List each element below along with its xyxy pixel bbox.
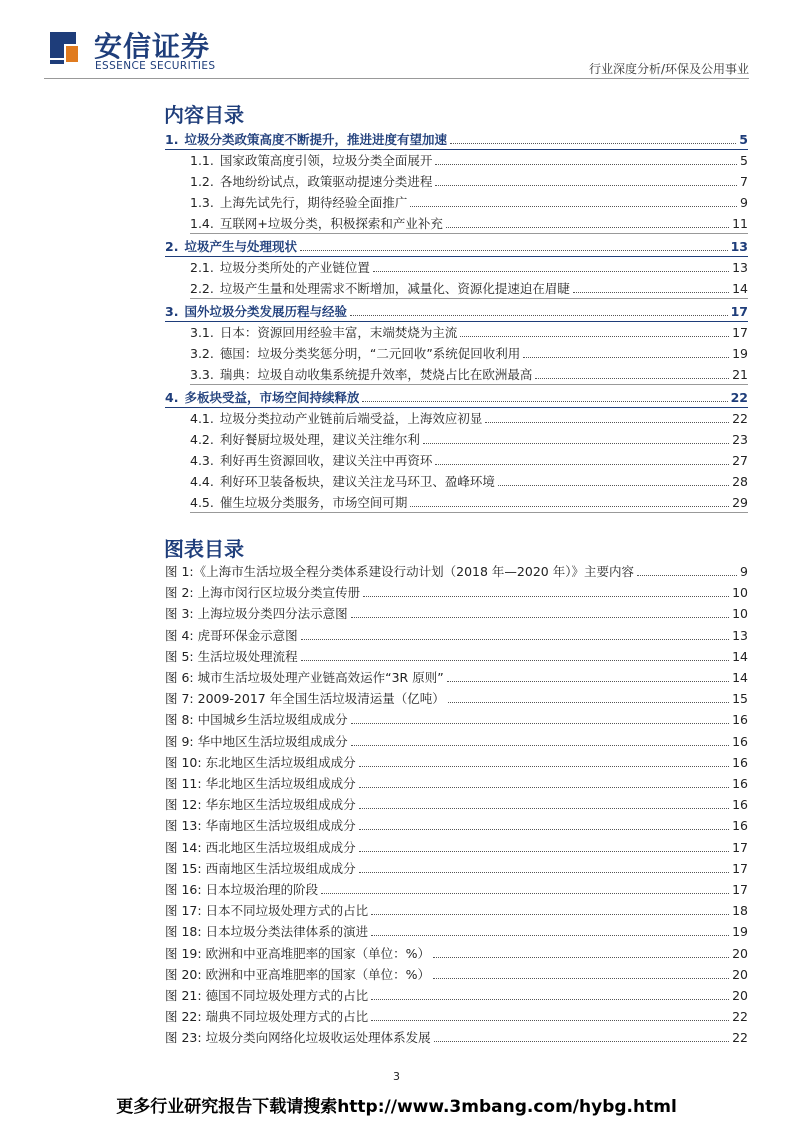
toc-leader bbox=[498, 485, 729, 486]
toc-number: 1.3. bbox=[190, 195, 214, 210]
toc-leader bbox=[359, 829, 730, 830]
toc-number: 3.2. bbox=[190, 346, 214, 361]
figure-entry[interactable] bbox=[165, 965, 748, 984]
figure-entry[interactable] bbox=[165, 647, 748, 666]
toc-leader bbox=[435, 185, 737, 186]
toc-title: 德国：垃圾分类奖惩分明，“二元回收”系统促回收利用 bbox=[219, 346, 521, 361]
figure-entry[interactable] bbox=[165, 753, 748, 772]
toc-leader bbox=[301, 639, 729, 640]
toc-leader bbox=[359, 766, 730, 767]
figure-page-number: 16 bbox=[732, 797, 748, 813]
figure-entry[interactable] bbox=[165, 583, 748, 602]
toc-number: 3.3. bbox=[190, 367, 214, 382]
figure-entry[interactable] bbox=[165, 944, 748, 963]
toc-leader bbox=[300, 250, 728, 251]
figure-page-number: 16 bbox=[732, 818, 748, 834]
toc-number: 1. bbox=[165, 132, 179, 147]
report-category: 行业深度分析/环保及公用事业 bbox=[588, 62, 749, 76]
figure-page-number: 22 bbox=[732, 1030, 748, 1046]
toc-number: 3. bbox=[165, 304, 179, 319]
toc-leader bbox=[362, 401, 727, 402]
toc-subsection[interactable] bbox=[190, 172, 748, 191]
figure-title: 图 16: 日本垃圾治理的阶段 bbox=[165, 882, 319, 897]
toc-title: 垃圾分类政策高度不断提升，推进进度有望加速 bbox=[184, 132, 447, 147]
figure-title: 图 13: 华南地区生活垃圾组成成分 bbox=[165, 818, 356, 834]
toc-leader bbox=[423, 443, 729, 444]
toc-leader bbox=[371, 999, 729, 1000]
figure-title: 图 6: 城市生活垃圾处理产业链高效运作“3R 原则” bbox=[165, 670, 444, 685]
toc-leader bbox=[410, 206, 737, 207]
toc-page-number: 28 bbox=[732, 474, 748, 489]
toc-section[interactable] bbox=[165, 130, 748, 150]
toc-page-number: 13 bbox=[732, 260, 748, 275]
toc-number: 2.2. bbox=[190, 281, 214, 296]
toc-leader bbox=[447, 681, 729, 682]
toc-subsection[interactable] bbox=[190, 365, 748, 385]
figure-title: 图 5: 生活垃圾处理流程 bbox=[165, 648, 298, 664]
toc-leader bbox=[301, 660, 729, 661]
toc-leader bbox=[321, 893, 729, 894]
toc-number: 1.1. bbox=[190, 153, 214, 168]
figure-entry[interactable] bbox=[165, 604, 748, 623]
figure-entry[interactable] bbox=[165, 986, 748, 1005]
figure-title: 图 10: 东北地区生活垃圾组成成分 bbox=[165, 754, 356, 770]
page-number: 3 bbox=[393, 1070, 400, 1083]
toc-title: 国家政策高度引领，垃圾分类全面展开 bbox=[219, 153, 433, 168]
toc-leader bbox=[573, 292, 729, 293]
toc-section[interactable] bbox=[165, 237, 748, 257]
figure-title: 图 14: 西北地区生活垃圾组成成分 bbox=[165, 839, 356, 855]
toc-leader bbox=[434, 1041, 730, 1042]
toc-page-number: 29 bbox=[732, 495, 748, 510]
toc-title: 利好餐厨垃圾处理，建议关注维尔利 bbox=[219, 432, 420, 447]
toc-leader bbox=[371, 1020, 729, 1021]
figure-title: 图 22: 瑞典不同垃圾处理方式的占比 bbox=[165, 1009, 369, 1025]
toc-page-number: 11 bbox=[732, 216, 748, 231]
toc-leader bbox=[535, 378, 729, 379]
logo-english-name: ESSENCE SECURITIES bbox=[95, 60, 216, 72]
toc-leader bbox=[485, 422, 729, 423]
contents-title: 内容目录 bbox=[164, 103, 244, 127]
figure-title: 图 17: 日本不同垃圾处理方式的占比 bbox=[165, 903, 369, 919]
figure-entry[interactable] bbox=[165, 838, 748, 857]
toc-title: 国外垃圾分类发展历程与经验 bbox=[184, 304, 347, 319]
figure-title: 图 21: 德国不同垃圾处理方式的占比 bbox=[165, 988, 369, 1003]
figure-page-number: 18 bbox=[732, 903, 748, 919]
toc-leader bbox=[450, 143, 736, 144]
toc-number: 4.4. bbox=[190, 474, 214, 489]
toc-page-number: 17 bbox=[730, 304, 748, 319]
toc-subsection[interactable] bbox=[190, 151, 748, 170]
toc-number: 1.2. bbox=[190, 174, 214, 189]
figure-title: 图 20: 欧洲和中亚高堆肥率的国家（单位：%） bbox=[165, 966, 430, 982]
toc-subsection[interactable] bbox=[190, 493, 748, 513]
toc-number: 2. bbox=[165, 239, 179, 254]
toc-title: 垃圾产生量和处理需求不断增加，减量化、资源化提速迫在眉睫 bbox=[219, 281, 570, 296]
figure-entry[interactable] bbox=[165, 816, 748, 835]
toc-title: 垃圾分类拉动产业链前后端受益，上海效应初显 bbox=[219, 411, 483, 426]
toc-leader bbox=[448, 702, 729, 703]
toc-title: 利好环卫装备板块，建议关注龙马环卫、盈峰环境 bbox=[219, 474, 495, 489]
page-header bbox=[0, 0, 793, 86]
toc-page-number: 21 bbox=[732, 367, 748, 382]
figure-page-number: 19 bbox=[732, 924, 748, 940]
toc-section[interactable] bbox=[165, 302, 748, 322]
figure-title: 图 2: 上海市闵行区垃圾分类宣传册 bbox=[165, 585, 361, 601]
figure-title: 图 7: 2009-2017 年全国生活垃圾清运量（亿吨） bbox=[165, 691, 445, 707]
toc-number: 4.5. bbox=[190, 495, 214, 510]
toc-leader bbox=[435, 164, 737, 165]
figure-title: 图 12: 华东地区生活垃圾组成成分 bbox=[165, 797, 356, 813]
toc-subsection[interactable] bbox=[190, 344, 748, 363]
figure-entry[interactable] bbox=[165, 732, 748, 751]
figure-title: 图 11: 华北地区生活垃圾组成成分 bbox=[165, 776, 356, 791]
figure-page-number: 14 bbox=[732, 648, 748, 664]
figure-page-number: 9 bbox=[740, 564, 748, 579]
toc-number: 4.1. bbox=[190, 411, 214, 426]
figure-entry[interactable] bbox=[165, 626, 748, 645]
toc-subsection[interactable] bbox=[190, 472, 748, 491]
toc-leader bbox=[523, 357, 729, 358]
figure-entry[interactable] bbox=[165, 668, 748, 687]
figure-page-number: 16 bbox=[732, 712, 748, 728]
toc-subsection[interactable] bbox=[190, 214, 748, 234]
toc-title: 催生垃圾分类服务，市场空间可期 bbox=[219, 495, 408, 510]
toc-title: 多板块受益，市场空间持续释放 bbox=[184, 390, 360, 405]
toc-title: 垃圾产生与处理现状 bbox=[184, 239, 297, 254]
toc-page-number: 5 bbox=[739, 132, 748, 147]
toc-page-number: 9 bbox=[740, 195, 748, 210]
toc-title: 日本：资源回用经验丰富，末端焚烧为主流 bbox=[219, 325, 458, 340]
toc-page-number: 17 bbox=[732, 325, 748, 340]
figure-title: 图 4: 虎哥环保金示意图 bbox=[165, 627, 298, 643]
figure-entry[interactable] bbox=[165, 922, 748, 941]
toc-title: 利好再生资源回收，建议关注中再资环 bbox=[219, 453, 433, 468]
toc-subsection[interactable] bbox=[190, 323, 748, 342]
toc-title: 互联网+垃圾分类，积极探索和产业补充 bbox=[219, 216, 443, 231]
figure-page-number: 15 bbox=[732, 691, 748, 707]
toc-number: 4. bbox=[165, 390, 179, 405]
figure-page-number: 22 bbox=[732, 1009, 748, 1025]
toc-leader bbox=[351, 723, 729, 724]
toc-leader bbox=[351, 617, 729, 618]
figure-entry[interactable] bbox=[165, 901, 748, 920]
toc-number: 4.2. bbox=[190, 432, 214, 447]
toc-leader bbox=[410, 506, 729, 507]
toc-leader bbox=[371, 935, 729, 936]
figure-page-number: 20 bbox=[732, 945, 748, 961]
toc-page-number: 22 bbox=[732, 411, 748, 426]
figure-page-number: 17 bbox=[732, 860, 748, 876]
toc-leader bbox=[433, 978, 729, 979]
toc-leader bbox=[359, 851, 730, 852]
figure-title: 图 19: 欧洲和中亚高堆肥率的国家（单位：%） bbox=[165, 945, 430, 961]
toc-leader bbox=[351, 745, 729, 746]
toc-title: 垃圾分类所处的产业链位置 bbox=[219, 260, 370, 275]
logo-chinese-name: 安信证券 bbox=[94, 30, 211, 63]
toc-section[interactable] bbox=[165, 388, 748, 408]
toc-number: 4.3. bbox=[190, 453, 214, 468]
figure-entry[interactable] bbox=[165, 859, 748, 878]
figure-title: 图 15: 西南地区生活垃圾组成成分 bbox=[165, 860, 356, 876]
toc-leader bbox=[359, 808, 730, 809]
header-divider bbox=[44, 78, 749, 79]
figure-entry[interactable] bbox=[165, 710, 748, 729]
toc-page-number: 19 bbox=[732, 346, 748, 361]
figure-page-number: 16 bbox=[732, 733, 748, 749]
figure-entry[interactable] bbox=[165, 689, 748, 708]
toc-number: 2.1. bbox=[190, 260, 214, 275]
figure-page-number: 20 bbox=[732, 988, 748, 1003]
toc-subsection[interactable] bbox=[190, 193, 748, 212]
figure-page-number: 17 bbox=[732, 882, 748, 897]
figure-page-number: 13 bbox=[732, 627, 748, 643]
figure-title: 图 23: 垃圾分类向网络化垃圾收运处理体系发展 bbox=[165, 1030, 431, 1046]
toc-page-number: 22 bbox=[730, 390, 748, 405]
figure-page-number: 20 bbox=[732, 966, 748, 982]
toc-number: 3.1. bbox=[190, 325, 214, 340]
toc-leader bbox=[433, 957, 729, 958]
footer-link-text[interactable]: 更多行业研究报告下载请搜索http://www.3mbang.com/hybg.html bbox=[116, 1097, 677, 1117]
toc-leader bbox=[460, 336, 729, 337]
toc-subsection[interactable] bbox=[190, 430, 748, 449]
figure-page-number: 17 bbox=[732, 839, 748, 855]
toc-page-number: 5 bbox=[740, 153, 748, 168]
figure-entry[interactable] bbox=[165, 562, 748, 581]
figure-title: 图 9: 华中地区生活垃圾组成成分 bbox=[165, 733, 348, 749]
figure-title: 图 1:《上海市生活垃圾全程分类体系建设行动计划（2018 年—2020 年）》主要内容 bbox=[165, 564, 634, 579]
essence-logo-icon bbox=[44, 28, 82, 66]
figure-entry[interactable] bbox=[165, 1028, 748, 1047]
toc-subsection[interactable] bbox=[190, 258, 748, 277]
figure-entry[interactable] bbox=[165, 1007, 748, 1026]
toc-leader bbox=[373, 271, 729, 272]
figure-page-number: 16 bbox=[732, 776, 748, 791]
figure-page-number: 14 bbox=[732, 670, 748, 685]
figure-entry[interactable] bbox=[165, 774, 748, 793]
figure-page-number: 10 bbox=[732, 585, 748, 601]
toc-page-number: 23 bbox=[732, 432, 748, 447]
figure-title: 图 3: 上海垃圾分类四分法示意图 bbox=[165, 606, 348, 622]
toc-title: 瑞典：垃圾自动收集系统提升效率，焚烧占比在欧洲最高 bbox=[219, 367, 533, 382]
toc-subsection[interactable] bbox=[190, 409, 748, 428]
toc-number: 1.4. bbox=[190, 216, 214, 231]
toc-leader bbox=[446, 227, 729, 228]
toc-page-number: 14 bbox=[732, 281, 748, 296]
toc-subsection[interactable] bbox=[190, 451, 748, 470]
toc-title: 各地纷纷试点，政策驱动提速分类进程 bbox=[219, 174, 433, 189]
toc-title: 上海先试先行，期待经验全面推广 bbox=[219, 195, 408, 210]
toc-leader bbox=[371, 914, 729, 915]
figure-title: 图 8: 中国城乡生活垃圾组成成分 bbox=[165, 712, 348, 728]
toc-leader bbox=[363, 596, 729, 597]
toc-leader bbox=[359, 872, 730, 873]
toc-page-number: 13 bbox=[730, 239, 748, 254]
toc-subsection[interactable] bbox=[190, 279, 748, 299]
figure-title: 图 18: 日本垃圾分类法律体系的演进 bbox=[165, 924, 369, 940]
toc-leader bbox=[637, 575, 737, 576]
figure-page-number: 10 bbox=[732, 606, 748, 622]
figures-title: 图表目录 bbox=[164, 537, 244, 561]
toc-page-number: 7 bbox=[740, 174, 748, 189]
toc-page-number: 27 bbox=[732, 453, 748, 468]
toc-leader bbox=[359, 787, 730, 788]
figure-page-number: 16 bbox=[732, 754, 748, 770]
toc-leader bbox=[350, 315, 728, 316]
toc-leader bbox=[435, 464, 729, 465]
figure-entry[interactable] bbox=[165, 795, 748, 814]
figure-entry[interactable] bbox=[165, 880, 748, 899]
